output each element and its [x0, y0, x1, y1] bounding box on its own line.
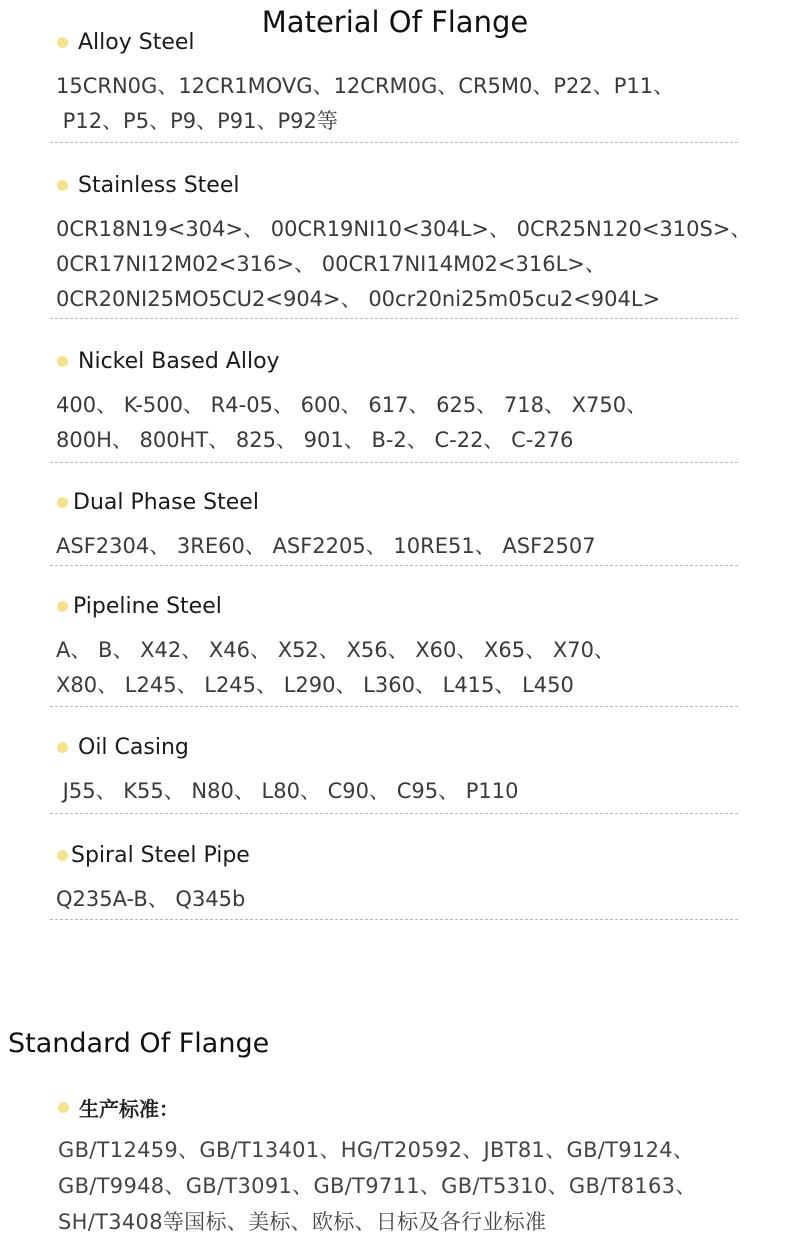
section-divider [50, 706, 738, 707]
material-line: 15CRN0G、12CR1MOVG、12CRM0G、CR5M0、P22、P11、 [56, 74, 675, 98]
page-title: Material Of Flange [261, 5, 529, 39]
bullet-dot-icon [57, 497, 68, 508]
standard-title: Standard Of Flange [8, 1028, 270, 1059]
section-heading [50, 591, 738, 621]
material-list [50, 212, 752, 317]
section-heading [50, 170, 738, 200]
section-oil-casing [50, 732, 738, 809]
section-alloy-steel [50, 27, 738, 139]
material-line: Q235A-B、 Q345b [56, 887, 246, 911]
section-nickel-based-alloy [50, 346, 738, 458]
section-divider [50, 813, 738, 814]
material-line: 0CR18N19<304>、 00CR19NI10<304L>、 0CR25N120<310S>、 [56, 217, 752, 241]
section-heading [50, 840, 738, 870]
material-list [50, 774, 738, 809]
section-divider [50, 142, 738, 143]
section-heading [50, 732, 738, 762]
bullet-dot-icon [57, 356, 68, 367]
material-list [50, 69, 738, 139]
material-list [50, 529, 738, 564]
section-heading [50, 27, 738, 57]
section-spiral-steel-pipe [50, 840, 738, 917]
standard-line: GB/T12459、GB/T13401、HG/T20592、JBT81、GB/T9124、 [58, 1138, 695, 1162]
section-heading-label: 生产标准： [79, 1096, 179, 1121]
section-dual-phase-steel [50, 487, 738, 564]
material-list [50, 388, 738, 458]
standard-line: GB/T9948、GB/T3091、GB/T9711、GB/T5310、GB/T8163、 [58, 1174, 697, 1198]
section-heading-label: Spiral Steel Pipe [71, 842, 250, 868]
section-divider [50, 919, 738, 920]
bullet-dot-icon [57, 742, 68, 753]
material-line: 400、 K-500、 R4-05、 600、 617、 625、 718、 X750、 [56, 393, 648, 417]
standard-line: SH/T3408等国标、美标、欧标、日标及各行业标准 [58, 1210, 547, 1234]
bullet-dot-icon [58, 1102, 69, 1113]
section-production-standard [50, 1092, 770, 1240]
section-heading-label: Nickel Based Alloy [78, 348, 280, 374]
section-heading-label: Dual Phase Steel [73, 489, 259, 515]
bullet-dot-icon [57, 37, 68, 48]
standard-list [50, 1132, 770, 1240]
material-line: 800H、 800HT、 825、 901、 B-2、 C-22、 C-276 [56, 428, 574, 452]
material-line: A、 B、 X42、 X46、 X52、 X56、 X60、 X65、 X70、 [56, 638, 615, 662]
material-line: 0CR17NI12M02<316>、 00CR17NI14M02<316L>、 [56, 252, 606, 276]
bullet-dot-icon [57, 180, 68, 191]
bullet-dot-icon [57, 601, 68, 612]
section-divider [50, 318, 738, 319]
material-line: ASF2304、 3RE60、 ASF2205、 10RE51、 ASF2507 [56, 534, 596, 558]
section-stainless-steel [50, 170, 752, 317]
material-line: J55、 K55、 N80、 L80、 C90、 C95、 P110 [56, 779, 519, 803]
section-heading [50, 487, 738, 517]
material-line: 0CR20NI25MO5CU2<904>、 00cr20ni25m05cu2<904L> [56, 287, 661, 311]
material-list [50, 882, 738, 917]
section-heading-label: Pipeline Steel [73, 593, 222, 619]
material-list [50, 633, 738, 703]
section-pipeline-steel [50, 591, 738, 703]
bullet-dot-icon [57, 850, 68, 861]
section-heading [50, 346, 738, 376]
section-divider [50, 462, 738, 463]
section-heading [50, 1092, 770, 1122]
material-line: X80、 L245、 L245、 L290、 L360、 L415、 L450 [56, 673, 574, 697]
section-heading-label: Oil Casing [78, 734, 189, 760]
section-divider [50, 565, 738, 566]
section-heading-label: Stainless Steel [78, 172, 240, 198]
material-line: P12、P5、P9、P91、P92等 [56, 109, 338, 133]
section-heading-label: Alloy Steel [78, 29, 195, 55]
